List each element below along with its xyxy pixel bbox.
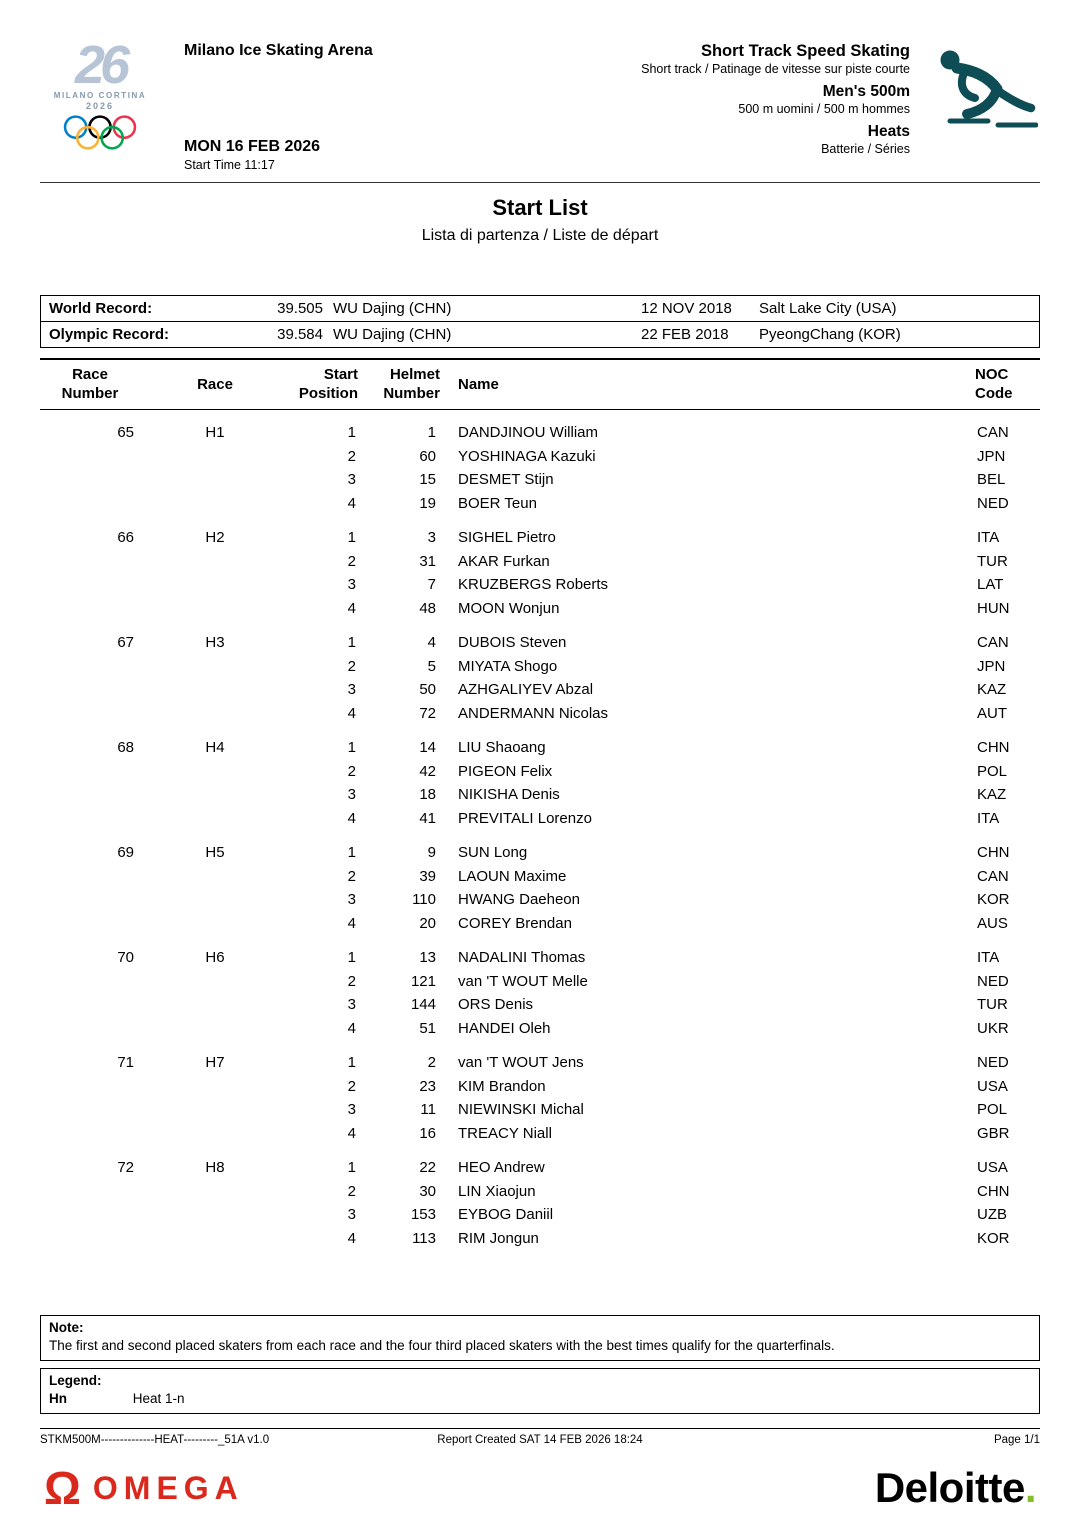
athlete-name-cell: BOER Teun [458, 494, 537, 512]
race-cell [140, 1075, 290, 1099]
race-cell: H2 [205, 529, 225, 546]
athlete-name-cell: LIN Xiaojun [458, 1182, 536, 1200]
athlete-name-cell: COREY Brendan [458, 914, 572, 932]
event-block [641, 40, 910, 178]
start-position-cell: 4 [347, 1019, 356, 1037]
athlete-name-cell: HWANG Daeheon [458, 891, 580, 908]
page-header [40, 35, 1040, 178]
helmet-number-cell: 31 [419, 552, 436, 570]
race-cell [140, 445, 290, 469]
milano-cortina-26-mark: 26 [74, 35, 126, 95]
noc-code-cell: TUR [977, 552, 1008, 570]
skater-row [40, 445, 1040, 469]
skater-row [40, 783, 1040, 807]
start-position-cell: 3 [347, 681, 356, 698]
start-list-table [40, 358, 1040, 1250]
skater-row [40, 620, 1040, 655]
start-position-cell: 1 [347, 634, 356, 651]
note-box [40, 1315, 1040, 1361]
athlete-name-cell: LIU Shaoang [458, 739, 546, 756]
noc-code-cell: NED [977, 494, 1009, 512]
page-subtitle: Lista di partenza / Liste de départ [421, 227, 659, 244]
col-header-race-number: Race Number [40, 359, 140, 410]
helmet-number-cell: 153 [410, 1206, 436, 1223]
helmet-number-cell: 3 [427, 529, 436, 546]
record-athlete: WU Dajing (CHN) [333, 326, 452, 343]
skater-row [40, 468, 1040, 492]
helmet-number-cell: 144 [410, 996, 436, 1013]
noc-code-cell: KOR [977, 891, 1010, 908]
venue-name: Milano Ice Skating Arena [184, 42, 373, 59]
race-number-cell [40, 783, 140, 807]
noc-code-cell: ITA [977, 529, 1000, 546]
deloitte-wordmark: Deloitte [874, 1464, 1025, 1511]
race-number-cell [40, 807, 140, 831]
race-number-cell [40, 1180, 140, 1204]
phase-subtitle: Batterie / Séries [821, 142, 910, 156]
start-position-cell: 1 [347, 739, 356, 756]
noc-code-cell: UZB [977, 1206, 1007, 1223]
helmet-number-cell: 9 [427, 844, 436, 861]
world-record-row [41, 296, 1039, 321]
skater-row [40, 655, 1040, 679]
event-date: MON 16 FEB 2026 [184, 138, 321, 155]
race-cell [140, 492, 290, 516]
race-number-cell [40, 573, 140, 597]
race-number-cell [40, 970, 140, 994]
noc-code-cell: NED [977, 972, 1009, 990]
noc-code-cell: USA [977, 1159, 1008, 1176]
race-cell: H6 [205, 949, 225, 966]
race-number-cell [40, 492, 140, 516]
athlete-name-cell: SUN Long [458, 844, 528, 861]
athlete-name-cell: TREACY Niall [458, 1124, 552, 1142]
race-number-cell [40, 1075, 140, 1099]
start-position-cell: 4 [347, 599, 356, 617]
skater-row [40, 888, 1040, 912]
race-number-cell [40, 1098, 140, 1122]
athlete-name-cell: DESMET Stijn [458, 471, 554, 488]
helmet-number-cell: 121 [410, 972, 436, 990]
race-cell [140, 970, 290, 994]
athlete-name-cell: MOON Wonjun [458, 599, 560, 617]
athlete-name-cell: KRUZBERGS Roberts [458, 576, 609, 593]
skater-row [40, 492, 1040, 516]
page-title: Start List [492, 195, 588, 220]
race-number-cell [40, 468, 140, 492]
noc-code-cell: ITA [977, 809, 1000, 827]
race-number-cell [40, 550, 140, 574]
olympic-rings-icon [61, 115, 139, 151]
omega-symbol-icon: Ω [44, 1462, 81, 1514]
race-number-cell [40, 912, 140, 936]
race-cell: H7 [205, 1054, 225, 1071]
start-position-cell: 3 [347, 1206, 356, 1223]
skater-row [40, 1075, 1040, 1099]
noc-code-cell: JPN [977, 657, 1006, 675]
noc-code-cell: KAZ [977, 681, 1007, 698]
noc-code-cell: KOR [977, 1229, 1010, 1247]
helmet-number-cell: 5 [427, 657, 436, 675]
discipline-subtitle: Short track / Patinage de vitesse sur piste courte [641, 62, 910, 76]
skater-row [40, 970, 1040, 994]
race-number-cell: 69 [117, 844, 134, 861]
athlete-name-cell: ORS Denis [458, 996, 534, 1013]
skater-row [40, 1122, 1040, 1146]
race-cell: H5 [205, 844, 225, 861]
phase-title: Heats [867, 123, 910, 140]
skater-row [40, 678, 1040, 702]
noc-code-cell: HUN [977, 599, 1010, 617]
helmet-number-cell: 4 [427, 634, 436, 651]
noc-code-cell: JPN [977, 447, 1006, 465]
race-cell [140, 1227, 290, 1251]
skater-row [40, 1227, 1040, 1251]
milano-cortina-brand: MILANO CORTINA [53, 91, 147, 100]
start-position-cell: 4 [347, 1229, 356, 1247]
note-text: The first and second placed skaters from each race and the four third placed skaters with the best times qualify for the quarterfinals. [49, 1338, 835, 1353]
athlete-name-cell: PIGEON Felix [458, 762, 553, 780]
race-number-cell: 72 [117, 1159, 134, 1176]
noc-code-cell: CAN [977, 867, 1009, 885]
skater-row [40, 830, 1040, 865]
start-position-cell: 3 [347, 786, 356, 803]
start-position-cell: 1 [347, 949, 356, 966]
helmet-number-cell: 11 [420, 1101, 436, 1118]
athlete-name-cell: ANDERMANN Nicolas [458, 704, 609, 722]
col-header-noc-code: NOC Code [975, 359, 1040, 410]
start-list-header [40, 359, 1040, 410]
start-position-cell: 1 [347, 1159, 356, 1176]
document-title-block [40, 195, 1040, 245]
start-position-cell: 2 [347, 447, 356, 465]
start-position-cell: 4 [347, 704, 356, 722]
legend-box [40, 1368, 1040, 1414]
race-cell [140, 993, 290, 1017]
helmet-number-cell: 18 [419, 786, 436, 803]
noc-code-cell: CHN [977, 1182, 1010, 1200]
record-label: World Record: [49, 300, 153, 317]
skater-row [40, 1180, 1040, 1204]
helmet-number-cell: 41 [419, 809, 436, 827]
helmet-number-cell: 113 [412, 1229, 436, 1247]
helmet-number-cell: 39 [419, 867, 436, 885]
race-cell [140, 655, 290, 679]
race-cell [140, 888, 290, 912]
noc-code-cell: UKR [977, 1019, 1009, 1037]
skater-row [40, 1017, 1040, 1041]
athlete-name-cell: YOSHINAGA Kazuki [458, 447, 596, 465]
start-position-cell: 4 [347, 494, 356, 512]
race-cell [140, 573, 290, 597]
athlete-name-cell: HEO Andrew [458, 1159, 545, 1176]
race-number-cell [40, 1017, 140, 1041]
race-cell [140, 597, 290, 621]
race-cell [140, 760, 290, 784]
athlete-name-cell: NADALINI Thomas [458, 949, 586, 966]
col-header-helmet-number: Helmet Number [358, 359, 440, 410]
race-number-cell [40, 1122, 140, 1146]
start-position-cell: 3 [347, 471, 356, 488]
col-header-start-position: Start Position [290, 359, 358, 410]
noc-code-cell: POL [977, 762, 1008, 780]
noc-code-cell: GBR [977, 1124, 1010, 1142]
start-time: Start Time 11:17 [184, 158, 275, 172]
race-cell [140, 550, 290, 574]
helmet-number-cell: 2 [427, 1054, 436, 1071]
record-time: 39.584 [277, 326, 323, 343]
helmet-number-cell: 30 [419, 1182, 436, 1200]
date-block [184, 138, 641, 178]
race-cell [140, 1180, 290, 1204]
athlete-name-cell: van 'T WOUT Melle [458, 972, 588, 990]
race-number-cell [40, 993, 140, 1017]
start-position-cell: 1 [347, 844, 356, 861]
helmet-number-cell: 60 [419, 447, 436, 465]
noc-code-cell: LAT [977, 576, 1004, 593]
page-number: Page 1/1 [993, 1434, 1040, 1446]
col-header-race: Race [140, 359, 290, 410]
skater-row [40, 1145, 1040, 1180]
helmet-number-cell: 13 [419, 949, 436, 966]
start-position-cell: 2 [347, 552, 356, 570]
race-cell: H3 [205, 634, 225, 651]
skater-row [40, 1203, 1040, 1227]
start-position-cell: 2 [347, 1077, 356, 1095]
race-number-cell [40, 655, 140, 679]
start-position-cell: 3 [347, 996, 356, 1013]
legend-title: Legend: [49, 1373, 102, 1388]
skater-row [40, 912, 1040, 936]
race-cell [140, 678, 290, 702]
race-number-cell [40, 888, 140, 912]
athlete-name-cell: DANDJINOU William [458, 424, 598, 441]
race-number-cell: 71 [117, 1054, 134, 1071]
race-number-cell [40, 702, 140, 726]
race-cell [140, 865, 290, 889]
noc-code-cell: AUS [977, 914, 1008, 932]
record-time: 39.505 [277, 300, 323, 317]
document-code: STKM500M--------------HEAT---------_51A v1.0 [40, 1434, 270, 1446]
race-cell [140, 1017, 290, 1041]
report-created: Report Created SAT 14 FEB 2026 18:24 [437, 1434, 643, 1446]
race-cell [140, 912, 290, 936]
start-position-cell: 3 [347, 891, 356, 908]
report-footer [40, 1428, 1040, 1446]
start-position-cell: 2 [347, 657, 356, 675]
sponsor-logos [40, 1464, 1040, 1514]
athlete-name-cell: EYBOG Daniil [458, 1206, 554, 1223]
race-cell: H1 [205, 424, 225, 441]
race-cell: H4 [205, 739, 225, 756]
skater-row [40, 760, 1040, 784]
event-subtitle: 500 m uomini / 500 m hommes [738, 102, 910, 116]
race-cell [140, 1098, 290, 1122]
noc-code-cell: BEL [977, 471, 1006, 488]
race-number-cell: 68 [117, 739, 134, 756]
athlete-name-cell: MIYATA Shogo [458, 657, 558, 675]
race-cell [140, 468, 290, 492]
start-position-cell: 4 [347, 1124, 356, 1142]
records-box [40, 295, 1040, 348]
legend-value: Heat 1-n [132, 1391, 185, 1406]
helmet-number-cell: 16 [419, 1124, 436, 1142]
noc-code-cell: AUT [977, 704, 1007, 722]
skater-row [40, 807, 1040, 831]
venue-block [184, 40, 641, 178]
noc-code-cell: CHN [977, 844, 1010, 861]
start-position-cell: 2 [347, 972, 356, 990]
deloitte-green-dot: . [1024, 1464, 1036, 1511]
race-cell: H8 [205, 1159, 225, 1176]
helmet-number-cell: 1 [427, 424, 436, 441]
helmet-number-cell: 20 [419, 914, 436, 932]
race-number-cell [40, 1203, 140, 1227]
record-date: 22 FEB 2018 [641, 326, 729, 343]
discipline-title: Short Track Speed Skating [700, 42, 910, 60]
helmet-number-cell: 23 [419, 1077, 436, 1095]
deloitte-logo [875, 1464, 1036, 1512]
legend-item [49, 1391, 1031, 1406]
helmet-number-cell: 22 [419, 1159, 436, 1176]
athlete-name-cell: HANDEI Oleh [458, 1019, 551, 1037]
athlete-name-cell: NIKISHA Denis [458, 786, 560, 803]
race-number-cell [40, 445, 140, 469]
helmet-number-cell: 110 [412, 891, 436, 908]
helmet-number-cell: 15 [419, 471, 436, 488]
skater-row [40, 935, 1040, 970]
start-list-body [40, 410, 1040, 1251]
milano-cortina-year: 2026 [85, 101, 115, 111]
noc-code-cell: TUR [977, 996, 1008, 1013]
start-position-cell: 2 [347, 867, 356, 885]
milano-cortina-logo [40, 35, 160, 178]
skater-row [40, 573, 1040, 597]
race-number-cell [40, 597, 140, 621]
noc-code-cell: KAZ [977, 786, 1007, 803]
skater-row [40, 550, 1040, 574]
race-number-cell [40, 760, 140, 784]
skater-row [40, 865, 1040, 889]
omega-wordmark: OMEGA [92, 1469, 244, 1506]
skater-row [40, 410, 1040, 445]
noc-code-cell: CHN [977, 739, 1010, 756]
race-cell [140, 807, 290, 831]
event-title: Men's 500m [822, 83, 910, 100]
race-number-cell [40, 678, 140, 702]
helmet-number-cell: 51 [419, 1019, 436, 1037]
helmet-number-cell: 42 [419, 762, 436, 780]
start-position-cell: 4 [347, 809, 356, 827]
record-date: 12 NOV 2018 [641, 300, 732, 317]
race-number-cell [40, 865, 140, 889]
start-position-cell: 1 [347, 529, 356, 546]
noc-code-cell: NED [977, 1054, 1009, 1071]
record-location: Salt Lake City (USA) [759, 300, 897, 317]
helmet-number-cell: 72 [419, 704, 436, 722]
bottom-block [40, 1315, 1040, 1514]
skater-row [40, 1098, 1040, 1122]
header-divider [40, 182, 1040, 183]
start-position-cell: 2 [347, 762, 356, 780]
race-cell [140, 1122, 290, 1146]
omega-logo [44, 1462, 244, 1514]
race-number-cell: 70 [117, 949, 134, 966]
race-cell [140, 1203, 290, 1227]
helmet-number-cell: 7 [427, 576, 436, 593]
athlete-name-cell: LAOUN Maxime [458, 867, 567, 885]
race-number-cell [40, 1227, 140, 1251]
athlete-name-cell: KIM Brandon [458, 1077, 546, 1095]
race-cell [140, 783, 290, 807]
race-number-cell: 65 [117, 424, 134, 441]
race-number-cell: 67 [117, 634, 134, 651]
skater-row [40, 993, 1040, 1017]
olympic-record-row [41, 321, 1039, 347]
record-location: PyeongChang (KOR) [759, 326, 901, 343]
helmet-number-cell: 48 [419, 599, 436, 617]
skater-row [40, 1040, 1040, 1075]
start-position-cell: 1 [347, 424, 356, 441]
athlete-name-cell: SIGHEL Pietro [458, 529, 556, 546]
noc-code-cell: CAN [977, 424, 1009, 441]
start-position-cell: 2 [347, 1182, 356, 1200]
skater-row [40, 702, 1040, 726]
skater-row [40, 515, 1040, 550]
athlete-name-cell: PREVITALI Lorenzo [458, 809, 592, 827]
start-position-cell: 3 [347, 1101, 356, 1118]
start-position-cell: 4 [347, 914, 356, 932]
col-header-name: Name [440, 359, 975, 410]
speed-skating-pictogram [926, 40, 1040, 178]
athlete-name-cell: NIEWINSKI Michal [458, 1101, 584, 1118]
athlete-name-cell: van 'T WOUT Jens [458, 1054, 584, 1071]
race-number-cell: 66 [117, 529, 134, 546]
start-position-cell: 1 [347, 1054, 356, 1071]
start-position-cell: 3 [347, 576, 356, 593]
athlete-name-cell: AZHGALIYEV Abzal [458, 681, 594, 698]
noc-code-cell: USA [977, 1077, 1008, 1095]
note-title: Note: [49, 1320, 84, 1335]
record-athlete: WU Dajing (CHN) [333, 300, 452, 317]
noc-code-cell: ITA [977, 949, 1000, 966]
legend-key: Hn [49, 1391, 67, 1406]
helmet-number-cell: 14 [419, 739, 436, 756]
skater-row [40, 597, 1040, 621]
noc-code-cell: POL [977, 1101, 1008, 1118]
record-label: Olympic Record: [49, 326, 170, 343]
skater-row [40, 725, 1040, 760]
race-cell [140, 702, 290, 726]
athlete-name-cell: RIM Jongun [458, 1229, 539, 1247]
athlete-name-cell: AKAR Furkan [458, 552, 550, 570]
helmet-number-cell: 50 [419, 681, 436, 698]
helmet-number-cell: 19 [419, 494, 436, 512]
noc-code-cell: CAN [977, 634, 1009, 651]
athlete-name-cell: DUBOIS Steven [458, 634, 567, 651]
